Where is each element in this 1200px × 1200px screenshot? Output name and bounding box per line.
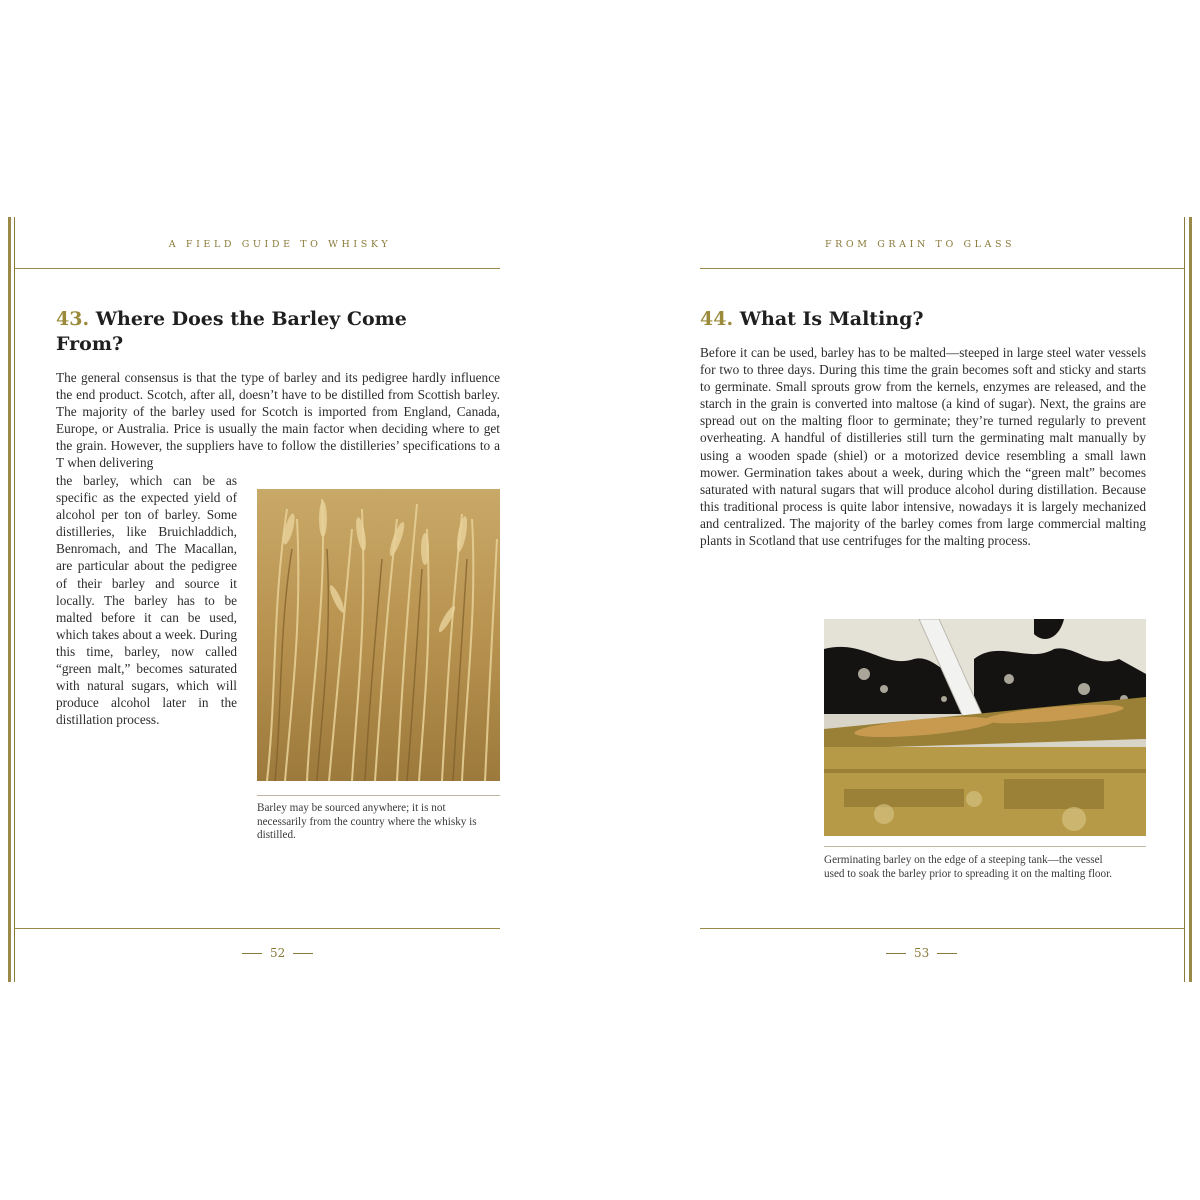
barley-field-photo <box>257 489 500 781</box>
left-frame-rule-inner <box>14 217 15 982</box>
folio-dash <box>293 953 313 954</box>
footer-rule <box>14 928 500 929</box>
malting-tank-photo <box>824 619 1146 836</box>
folio-dash <box>242 953 262 954</box>
body-paragraph: Before it can be used, barley has to be malted—steeped in large steel water vessels for two to three days. During this time the grain becomes soft and sticky and starts to germinate. Small sprouts grow from the kernels, enzymes are released, and the starch in the grain is converted into maltose (a kind of sugar). Next, the grains are spread out on the malting floor to germinate; they’re turned regularly to prevent overheating. A handful of distilleries still turn the germinating malt manually by using a wooden spade (shiel) or a motorized device resembling a small lawn mower. Germination takes about a week, during which the “green malt” becomes saturated with natural sugars that will produce alcohol during distillation. Because this traditional process is quite labor intensive, nowadays it is largely mechanized and centralized. The majority of the barley comes from large commercial malting plants in Scotland that use centrifuges for the malting process. <box>700 345 1146 549</box>
page-number <box>886 946 957 960</box>
section-number: 43. <box>56 308 90 330</box>
caption-rule <box>257 795 500 796</box>
running-head: A FIELD GUIDE TO WHISKY <box>168 239 392 250</box>
page-number-text: 53 <box>914 946 930 960</box>
right-page <box>600 0 1200 1200</box>
photo-caption: Barley may be sourced anywhere; it is not necessarily from the country where the whisky is distilled. <box>257 802 477 841</box>
header-rule <box>14 268 500 269</box>
header-rule <box>700 268 1184 269</box>
folio-dash <box>886 953 906 954</box>
footer-rule <box>700 928 1184 929</box>
folio-dash <box>937 953 957 954</box>
right-frame-rule <box>1189 217 1192 982</box>
body-paragraph: The general consensus is that the type of barley and its pedigree hardly influence the end product. Scotch, after all, doesn’t have to be distilled from Scottish barley. The majority of the barley used for Scotch is imported from England, Canada, Europe, or Australia. Price is usually the main factor when deciding where to get the grain. However, the suppliers have to follow the distilleries’ specifications to a T when delivering <box>56 370 500 471</box>
section-number: 44. <box>700 308 734 330</box>
section-title: What Is Malting? <box>739 308 924 330</box>
page-number <box>242 946 313 960</box>
photo-caption: Germinating barley on the edge of a steeping tank—the vessel used to soak the barley prior to spreading it on the malting floor. <box>824 854 1113 880</box>
section-heading <box>56 307 456 357</box>
caption-rule <box>824 846 1146 847</box>
running-head: FROM GRAIN TO GLASS <box>824 239 1016 250</box>
page-number-text: 52 <box>270 946 286 960</box>
left-frame-rule <box>8 217 11 982</box>
right-frame-rule-inner <box>1184 217 1185 982</box>
section-heading <box>700 307 1140 332</box>
section-title: Where Does the Barley Come From? <box>56 308 407 355</box>
body-paragraph-wrap: the barley, which can be as specific as the expected yield of alcohol per ton of barley. Some distilleries, like Bruichladdich, Benromach, and The Macallan, are particular about the pedigree of their barley and source it locally. The barley has to be malted before it can be used, which takes about a week. During this time, barley, now called “green malt,” becomes saturated with natural sugars, which will produce alcohol later in the distillation process. <box>56 473 237 728</box>
